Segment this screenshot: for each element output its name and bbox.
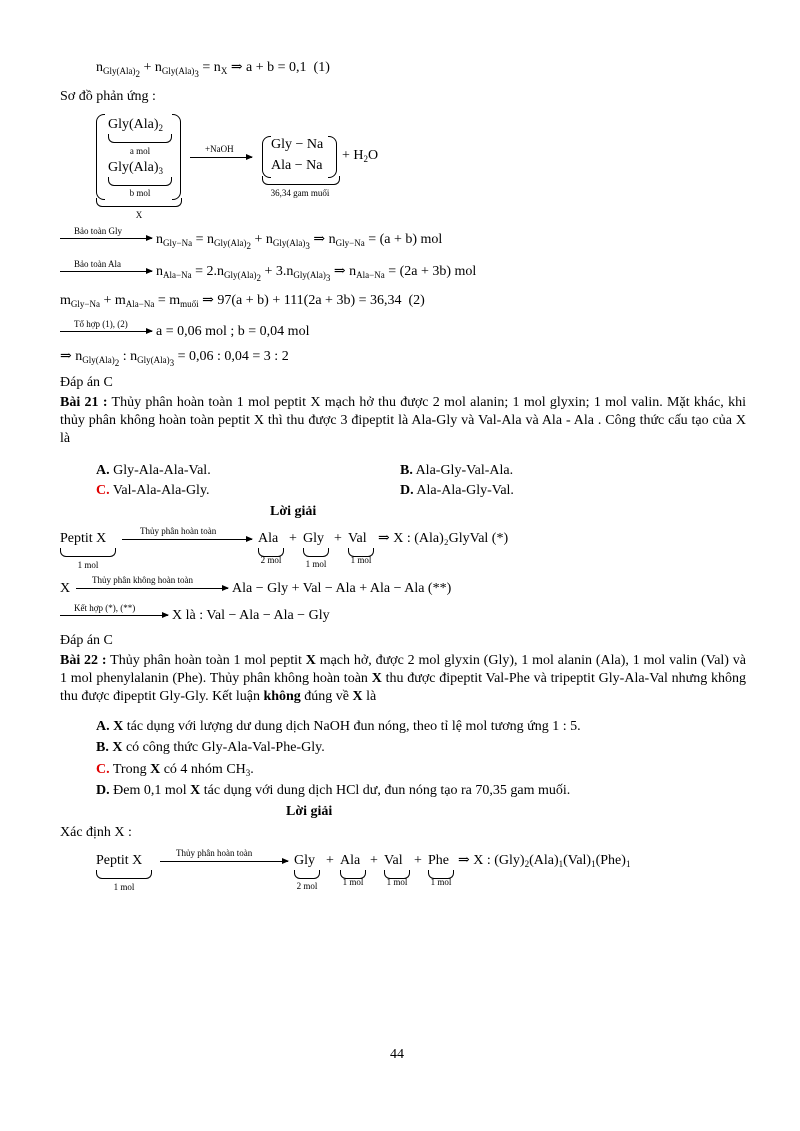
q22-s1-product-2: Ala	[340, 853, 361, 868]
q22-determine-x: Xác định X :	[60, 825, 132, 840]
plus-sign: +	[326, 853, 334, 868]
plus-sign: +	[289, 531, 297, 546]
q21-s2-left: X	[60, 581, 71, 596]
scheme-heading: Sơ đồ phản ứng :	[60, 89, 156, 104]
product-2: Ala − Na	[271, 158, 323, 173]
q22-s1-product-1: Gly	[294, 853, 315, 868]
q21-s3-arrow	[60, 615, 168, 616]
reagent-label: +NaOH	[205, 144, 234, 154]
q21-s1-product-3-amount: 1 mol	[350, 555, 372, 565]
q22-s1-product-2-amount: 1 mol	[342, 877, 364, 887]
q21-solution-heading: Lời giải	[270, 504, 317, 519]
eq5: ⇒ $n_{Gly(Ala)_2}$ : $n_{Gly(Ala)_3} = 0,06$ : 0,04 = 3 : 2	[60, 349, 289, 368]
q21-s1-left-amount: 1 mol	[77, 560, 99, 570]
product-amount: 36,34 gam muối	[270, 188, 330, 198]
answer-2: Đáp án C	[60, 633, 113, 648]
q21-option-b: B. Ala-Gly-Val-Ala.	[400, 463, 514, 478]
reactant-1-amount: a mol	[129, 146, 151, 156]
eq2-label: Bảo toàn Ala	[74, 259, 121, 269]
reactant-group-label: X	[135, 210, 143, 220]
q22-solution-heading: Lời giải	[286, 804, 333, 819]
q22-s1-label: Thủy phân hoàn toàn	[176, 848, 253, 858]
q21-s2-arrow	[76, 588, 228, 589]
q21-option-a: A. Gly-Ala-Ala-Val.	[96, 463, 211, 478]
eq3: $m_{Gly-Na} + m_{Ala-Na} = m_{muối}$ ⇒ 97(a + b) + 111(2a + 3b) = 36,34 (2)	[60, 293, 425, 309]
reactant-2: $Gly(Ala)_3$	[108, 160, 164, 176]
q22-s1-left-amount: 1 mol	[113, 882, 135, 892]
byproduct: + $H_2O$	[342, 148, 379, 164]
eq1: $n_{Gly-Na} = n_{Gly(Ala)_2} + n_{Gly(Ala)_3}$ ⇒ $n_{Gly-Na} = (a + b)$ mol	[156, 232, 443, 251]
plus-sign: +	[414, 853, 422, 868]
reactant-2-amount: b mol	[129, 188, 151, 198]
q22-option-d: D. Đem 0,1 mol X tác dụng với dung dịch HCl dư, đun nóng tạo ra 70,35 gam muối.	[96, 783, 571, 798]
q21-s1-product-3: Val	[348, 531, 367, 546]
q21-s1-product-2: Gly	[303, 531, 324, 546]
q22-s1-product-3: Val	[384, 853, 403, 868]
q21-s1-result: ⇒ X : (Ala)₂GlyVal (*)	[378, 531, 509, 546]
eq2-arrow	[60, 271, 152, 272]
q22-s1-product-4: Phe	[428, 853, 449, 868]
q21-s1-product-1-amount: 2 mol	[260, 555, 282, 565]
eq4-label: Tổ hợp (1), (2)	[74, 319, 128, 329]
q22-s1-product-1-amount: 2 mol	[296, 881, 318, 891]
page-number: 44	[390, 1047, 404, 1062]
q22-s1-arrow	[160, 861, 288, 862]
q21-option-c: C. Val-Ala-Ala-Gly.	[96, 483, 210, 498]
reactant-1: $Gly(Ala)_2$	[108, 117, 164, 133]
q22-s1-product-3-amount: 1 mol	[386, 877, 408, 887]
product-1: Gly − Na	[271, 137, 324, 152]
q21-s2-text: Ala − Gly + Val − Ala + Ala − Ala (**)	[232, 581, 452, 596]
plus-sign: +	[334, 531, 342, 546]
q21-s3-text: X là : Val − Ala − Ala − Gly	[172, 608, 330, 623]
eq1-arrow	[60, 238, 152, 239]
eq4: a = 0,06 mol ; b = 0,04 mol	[156, 324, 310, 339]
reaction-arrow	[190, 157, 252, 158]
question-21: Bài 21 : Thủy phân hoàn toàn 1 mol peptit X mạch hở thu được 2 mol alanin; 1 mol glyxin; 1 mol valin. Mặt khác, khi thủy phân không hoàn toàn peptit X thì thu được 3 đipeptit là Ala-Gly và Val-Ala và Ala - Ala . Công thức cấu tạo của X là	[60, 395, 746, 446]
q22-s1-result: ⇒ X : $(Gly)_2(Ala)_1(Val)_1(Phe)_1$	[458, 853, 631, 869]
q22-option-b: B. X có công thức Gly-Ala-Val-Phe-Gly.	[96, 740, 325, 755]
question-22: Bài 22 : Thủy phân hoàn toàn 1 mol peptit X mạch hở, được 2 mol glyxin (Gly), 1 mol alanin (Ala), 1 mol valin (Val) và 1 mol phenylalanin (Phe). Thủy phân không hoàn toàn X thu được đipeptit Val-Phe và tripeptit Gly-Ala-Val nhưng không thu được đipeptit Gly-Gly. Kết luận không đúng về X là	[60, 653, 747, 704]
q21-s1-arrow	[122, 539, 252, 540]
q22-option-c: C. Trong X có 4 nhóm $CH_3$.	[96, 762, 254, 778]
eq2: $n_{Ala-Na} = 2.n_{Gly(Ala)_2} + 3.n_{Gly(Ala)_3}$ ⇒ $n_{Ala-Na} = (2a + 3b)$ mol	[156, 264, 477, 283]
q22-s1-product-4-amount: 1 mol	[430, 877, 452, 887]
eq1-label: Bảo toàn Gly	[74, 226, 122, 236]
answer-1: Đáp án C	[60, 375, 113, 390]
q21-s1-label: Thủy phân hoàn toàn	[140, 526, 217, 536]
q21-s2-label: Thủy phân không hoàn toàn	[92, 575, 193, 585]
q22-option-a: A. X tác dụng với lượng dư dung dịch NaOH đun nóng, theo tỉ lệ mol tương ứng 1 : 5.	[96, 719, 581, 734]
q21-s3-label: Kết hợp (*), (**)	[74, 603, 136, 613]
equation-line-1: $n_{Gly(Ala)_2} + n_{Gly(Ala)_3} = n_X$ ⇒ a + b = 0,1 (1)	[96, 60, 330, 79]
q21-s1-product-2-amount: 1 mol	[305, 559, 327, 569]
q21-s1-left: Peptit X	[60, 531, 107, 546]
plus-sign: +	[370, 853, 378, 868]
q22-s1-left: Peptit X	[96, 853, 143, 868]
q21-s1-product-1: Ala	[258, 531, 279, 546]
q21-option-d: D. Ala-Ala-Gly-Val.	[400, 483, 514, 498]
eq4-arrow	[60, 331, 152, 332]
